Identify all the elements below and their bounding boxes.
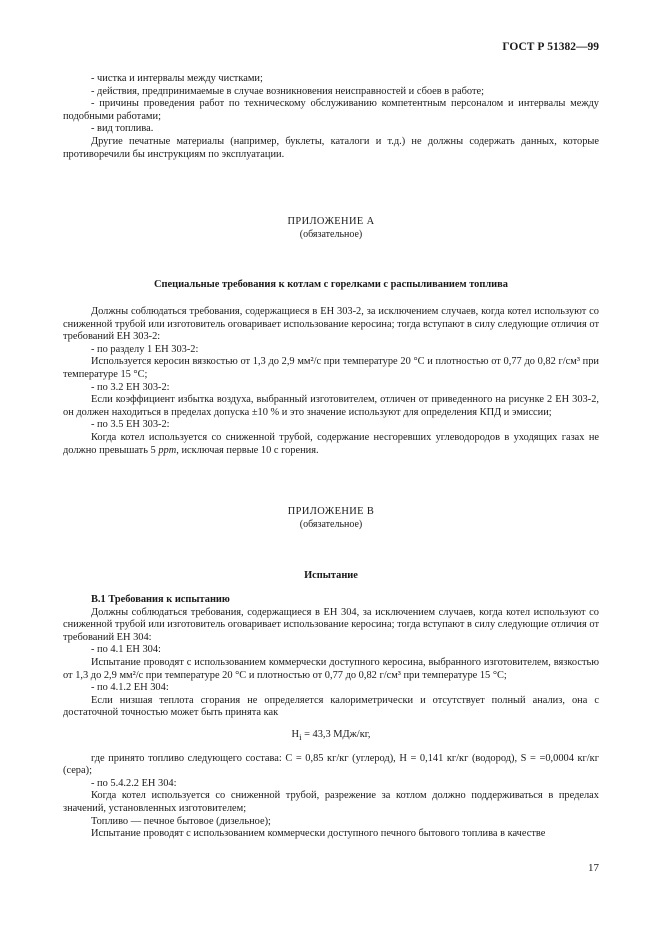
reference-line: - по 4.1 ЕН 304: <box>91 644 161 656</box>
page-number: 17 <box>588 862 599 874</box>
annex-a-heading <box>63 279 599 292</box>
paragraph: Другие печатные материалы (например, буклеты, каталоги и т.д.) не должны содержать данных, которые противоречили бы инструкциям по эксплуатации. <box>63 135 599 160</box>
paragraph: Должны соблюдаться требования, содержащиеся в ЕН 304, за исключением случаев, когда котел используют со сниженной трубой или изготовитель оговаривает использование керосина; тогда вступают в силу следующие отличия от требований ЕН 304: <box>63 606 599 643</box>
reference-line: - по 4.1.2 ЕН 304: <box>91 682 169 694</box>
paragraph: Когда котел используется со сниженной трубой, разрежение за котлом должно поддерживаться в пределах значений, установленных изготовителем; <box>63 790 599 814</box>
paragraph: Если низшая теплота сгорания не определяется калориметрически и отсутствует полный анализ, она с достаточной точностью может быть принята как <box>63 694 599 719</box>
reference-line: - по 3.5 ЕН 303-2: <box>91 419 170 431</box>
paragraph: Испытание проводят с использованием коммерчески доступного печного бытового топлива в качестве <box>91 828 546 840</box>
annex-a-header <box>63 216 599 241</box>
formula-subscript: i <box>299 732 302 743</box>
reference-line: - по разделу 1 ЕН 303-2: <box>91 343 199 355</box>
annex-status: (обязательное) <box>299 518 363 530</box>
paragraph: Используется керосин вязкостью от 1,3 до 2,9 мм²/с при температуре 20 °С и плотностью от 0,77 до 0,82 г/см³ при температуре 15 °С; <box>63 356 599 380</box>
list-item: - чистка и интервалы между чистками; <box>91 73 263 84</box>
formula-value: = 43,3 МДж/кг, <box>301 728 371 740</box>
annex-title: ПРИЛОЖЕНИЕ В <box>287 506 375 517</box>
subsection-heading: В.1 Требования к испытанию <box>91 594 230 605</box>
list-item: - действия, предпринимаемые в случае возникновения неисправностей и сбоев в работе; <box>91 85 484 97</box>
text: Когда котел используется со сниженной трубой, содержание несгоревших углеводородов в уходящих газах не должно превышать 5 <box>63 431 599 456</box>
section-heading: Специальные требования к котлам с горелками с распыливанием топлива <box>154 279 508 290</box>
section-heading: Испытание <box>304 570 358 581</box>
list-item: - причины проведения работ по техническому обслуживанию компетентным персоналом и интервалы между подобными работами; <box>63 98 599 122</box>
paragraph: Должны соблюдаться требования, содержащиеся в ЕН 303-2, за исключением случаев, когда котел используют со сниженной трубой или изготовитель оговаривает использование керосина; тогда вступают в силу следующие отличия от требований ЕН 303-2: <box>63 306 599 343</box>
page-header-standard: ГОСТ Р 51382—99 <box>502 41 599 53</box>
list-item: - вид топлива. <box>91 123 154 135</box>
formula <box>63 729 599 744</box>
paragraph: где принято топливо следующего состава: С = 0,85 кг/кг (углерод), Н = 0,141 кг/кг (водород), S = =0,0004 кг/кг (сера); <box>63 752 599 777</box>
paragraph: Испытание проводят с использованием коммерчески доступного керосина, выбранного изготовителем, вязкостью от 1,3 до 2,9 мм²/с при температуре 20 °С и плотностью от 0,77 до 0,82 г/см³ при температуре 15 °С; <box>63 656 599 681</box>
annex-status: (обязательное) <box>299 228 363 240</box>
reference-line: - по 3.2 ЕН 303-2: <box>91 381 170 393</box>
annex-title: ПРИЛОЖЕНИЕ А <box>287 216 375 227</box>
paragraph: Топливо — печное бытовое (дизельное); <box>91 815 271 827</box>
paragraph <box>63 432 599 457</box>
text: , исключая первые 10 с горения. <box>176 444 319 456</box>
annex-b-header <box>63 506 599 531</box>
intro-section <box>63 73 599 161</box>
annex-b-body <box>63 594 599 841</box>
paragraph: Если коэффициент избытка воздуха, выбранный изготовителем, отличен от приведенного на рисунке 2 ЕН 303-2, он должен находиться в пределах допуска ±10 % и это значение используют для определения КПД и эмиссии; <box>63 394 599 418</box>
annex-b-heading <box>63 570 599 583</box>
unit-ppm: ppm <box>158 444 177 456</box>
reference-line: - по 5.4.2.2 ЕН 304: <box>91 777 177 789</box>
annex-a-body <box>63 306 599 457</box>
formula-variable: H <box>291 728 300 740</box>
